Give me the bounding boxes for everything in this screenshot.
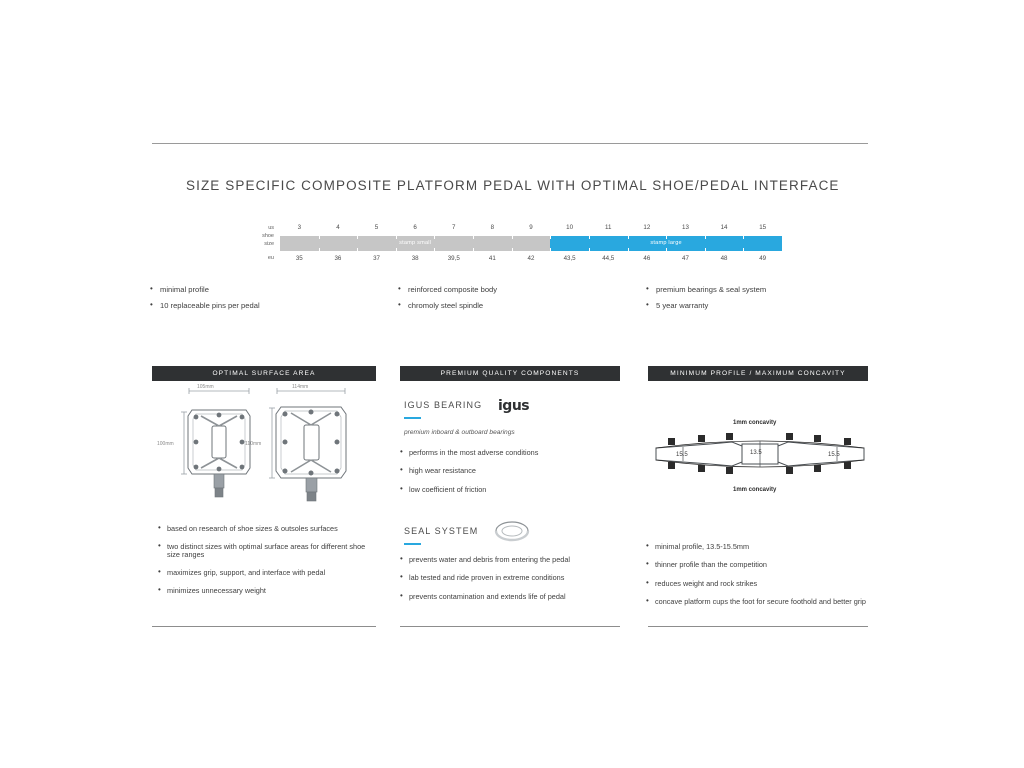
seal-system-title: SEAL SYSTEM (404, 526, 479, 536)
stamp-small-segment (280, 236, 550, 251)
panel-header-premium-quality-components: PREMIUM QUALITY COMPONENTS (400, 366, 620, 381)
list-item: • 10 replaceable pins per pedal (150, 302, 380, 310)
size-chart-label-eu: eu (267, 255, 274, 261)
us-size-tick: 4 (336, 224, 340, 231)
stamp-large-label: stamp large (650, 240, 682, 246)
bar-tick (512, 236, 513, 239)
bar-tick (589, 248, 590, 251)
eu-size-tick: 47 (682, 255, 689, 262)
panel2-bottom-divider (400, 626, 620, 627)
page-title: SIZE SPECIFIC COMPOSITE PLATFORM PEDAL WITH OPTIMAL SHOE/PEDAL INTERFACE (186, 178, 840, 193)
pedal-cross-section-drawing (650, 418, 870, 498)
dim-large-height: 110mm (245, 441, 262, 447)
list-item: • high wear resistance (400, 467, 620, 474)
dim-large-width: 114mm (292, 384, 309, 390)
list-item: • minimizes unnecessary weight (158, 587, 373, 594)
bar-tick (666, 236, 667, 239)
list-item: • prevents water and debris from entering the pedal (400, 556, 630, 563)
bar-tick (628, 248, 629, 251)
eu-size-tick: 46 (643, 255, 651, 262)
size-chart-label-us: us (268, 225, 274, 231)
top-feature-bullets (150, 286, 880, 326)
bar-tick (512, 248, 513, 251)
top-bullets-col2 (398, 286, 628, 317)
dim-small-width: 105mm (197, 384, 214, 390)
list-item: • prevents contamination and extends life of pedal (400, 593, 630, 600)
bar-tick (550, 248, 551, 251)
list-item: • premium bearings & seal system (646, 286, 886, 294)
eu-size-tick: 39,5 (447, 255, 460, 262)
bar-tick (589, 236, 590, 239)
us-size-tick: 8 (490, 224, 495, 231)
eu-size-tick: 48 (720, 255, 728, 262)
concavity-bottom-label: 1mm concavity (733, 487, 777, 493)
us-tick-row (280, 224, 782, 234)
bar-tick (473, 248, 474, 251)
bar-tick (396, 236, 397, 239)
bar-tick (743, 248, 744, 251)
eu-size-tick: 43,5 (563, 255, 576, 262)
list-item: • reduces weight and rock strikes (646, 580, 886, 587)
bar-tick (434, 248, 435, 251)
list-item: • maximizes grip, support, and interface with pedal (158, 569, 373, 576)
list-item: • minimal profile, 13.5-15.5mm (646, 543, 886, 550)
panel-header-minimum-profile: MINIMUM PROFILE / MAXIMUM CONCAVITY (648, 366, 868, 381)
list-item: • chromoly steel spindle (398, 302, 628, 310)
top-bullets-col1 (150, 286, 380, 317)
list-item: • thinner profile than the competition (646, 561, 886, 568)
us-size-tick: 15 (759, 224, 767, 231)
size-bar (280, 236, 782, 251)
igus-logo: igus (498, 398, 530, 414)
bar-tick (705, 248, 706, 251)
eu-size-tick: 42 (527, 255, 535, 262)
seal-system-underline (404, 543, 421, 545)
pedal-top-view-drawing (160, 382, 370, 512)
bar-tick (473, 236, 474, 239)
us-size-tick: 13 (682, 224, 689, 231)
panel1-bottom-divider (152, 626, 376, 627)
us-size-tick: 7 (452, 224, 456, 231)
size-scale (280, 224, 782, 268)
size-chart-label-size: size (264, 241, 274, 247)
eu-size-tick: 38 (411, 255, 419, 262)
thickness-right-label: 15.5 (828, 452, 840, 458)
bar-tick (628, 236, 629, 239)
igus-bearing-underline (404, 417, 421, 419)
bar-tick (666, 248, 667, 251)
bar-tick (319, 236, 320, 239)
list-item: • based on research of shoe sizes & outsoles surfaces (158, 525, 373, 532)
bar-tick (550, 236, 551, 239)
list-item: • performs in the most adverse conditions (400, 449, 620, 456)
us-size-tick: 6 (413, 224, 417, 231)
us-size-tick: 3 (297, 224, 302, 231)
panel3-bottom-divider (648, 626, 868, 627)
eu-size-tick: 36 (334, 255, 342, 262)
eu-size-tick: 35 (295, 255, 303, 262)
list-item: • low coefficient of friction (400, 486, 620, 493)
eu-tick-row (280, 255, 782, 265)
bar-tick (357, 248, 358, 251)
list-item: • 5 year warranty (646, 302, 886, 310)
bar-tick (357, 236, 358, 239)
concavity-top-label: 1mm concavity (733, 420, 777, 426)
bar-tick (743, 236, 744, 239)
panel-header-optimal-surface-area: OPTIMAL SURFACE AREA (152, 366, 376, 381)
top-divider (152, 143, 868, 144)
us-size-tick: 9 (529, 224, 533, 231)
thickness-left-label: 15.5 (676, 452, 688, 458)
size-chart-label-shoe: shoe (262, 233, 274, 239)
list-item: • minimal profile (150, 286, 380, 294)
bar-tick (396, 248, 397, 251)
us-size-tick: 14 (720, 224, 728, 231)
igus-bearing-note: premium inboard & outboard bearings (404, 429, 515, 436)
panel1-bullets (158, 525, 373, 605)
thickness-center-label: 13.5 (750, 450, 762, 456)
us-size-tick: 10 (566, 224, 574, 231)
top-bullets-col3 (646, 286, 886, 317)
list-item: • lab tested and ride proven in extreme conditions (400, 574, 630, 581)
us-size-tick: 11 (605, 224, 612, 231)
dim-small-height: 100mm (157, 441, 174, 447)
us-size-tick: 5 (374, 224, 379, 231)
seal-ring-icon (494, 518, 530, 544)
eu-size-tick: 49 (759, 255, 767, 262)
list-item: • reinforced composite body (398, 286, 628, 294)
size-chart (252, 224, 782, 268)
bar-tick (319, 248, 320, 251)
bar-tick (434, 236, 435, 239)
seal-system-bullets (400, 556, 630, 611)
igus-bearing-title: IGUS BEARING (404, 400, 483, 410)
us-size-tick: 12 (643, 224, 651, 231)
stamp-small-label: stamp small (399, 240, 432, 246)
igus-bearing-bullets (400, 449, 620, 504)
eu-size-tick: 44,5 (602, 255, 615, 262)
bar-tick (705, 236, 706, 239)
panel3-bullets (646, 543, 886, 616)
list-item: • two distinct sizes with optimal surface areas for different shoe size ranges (158, 543, 373, 558)
list-item: • concave platform cups the foot for secure foothold and better grip (646, 598, 886, 605)
eu-size-tick: 37 (373, 255, 380, 262)
eu-size-tick: 41 (488, 255, 496, 262)
